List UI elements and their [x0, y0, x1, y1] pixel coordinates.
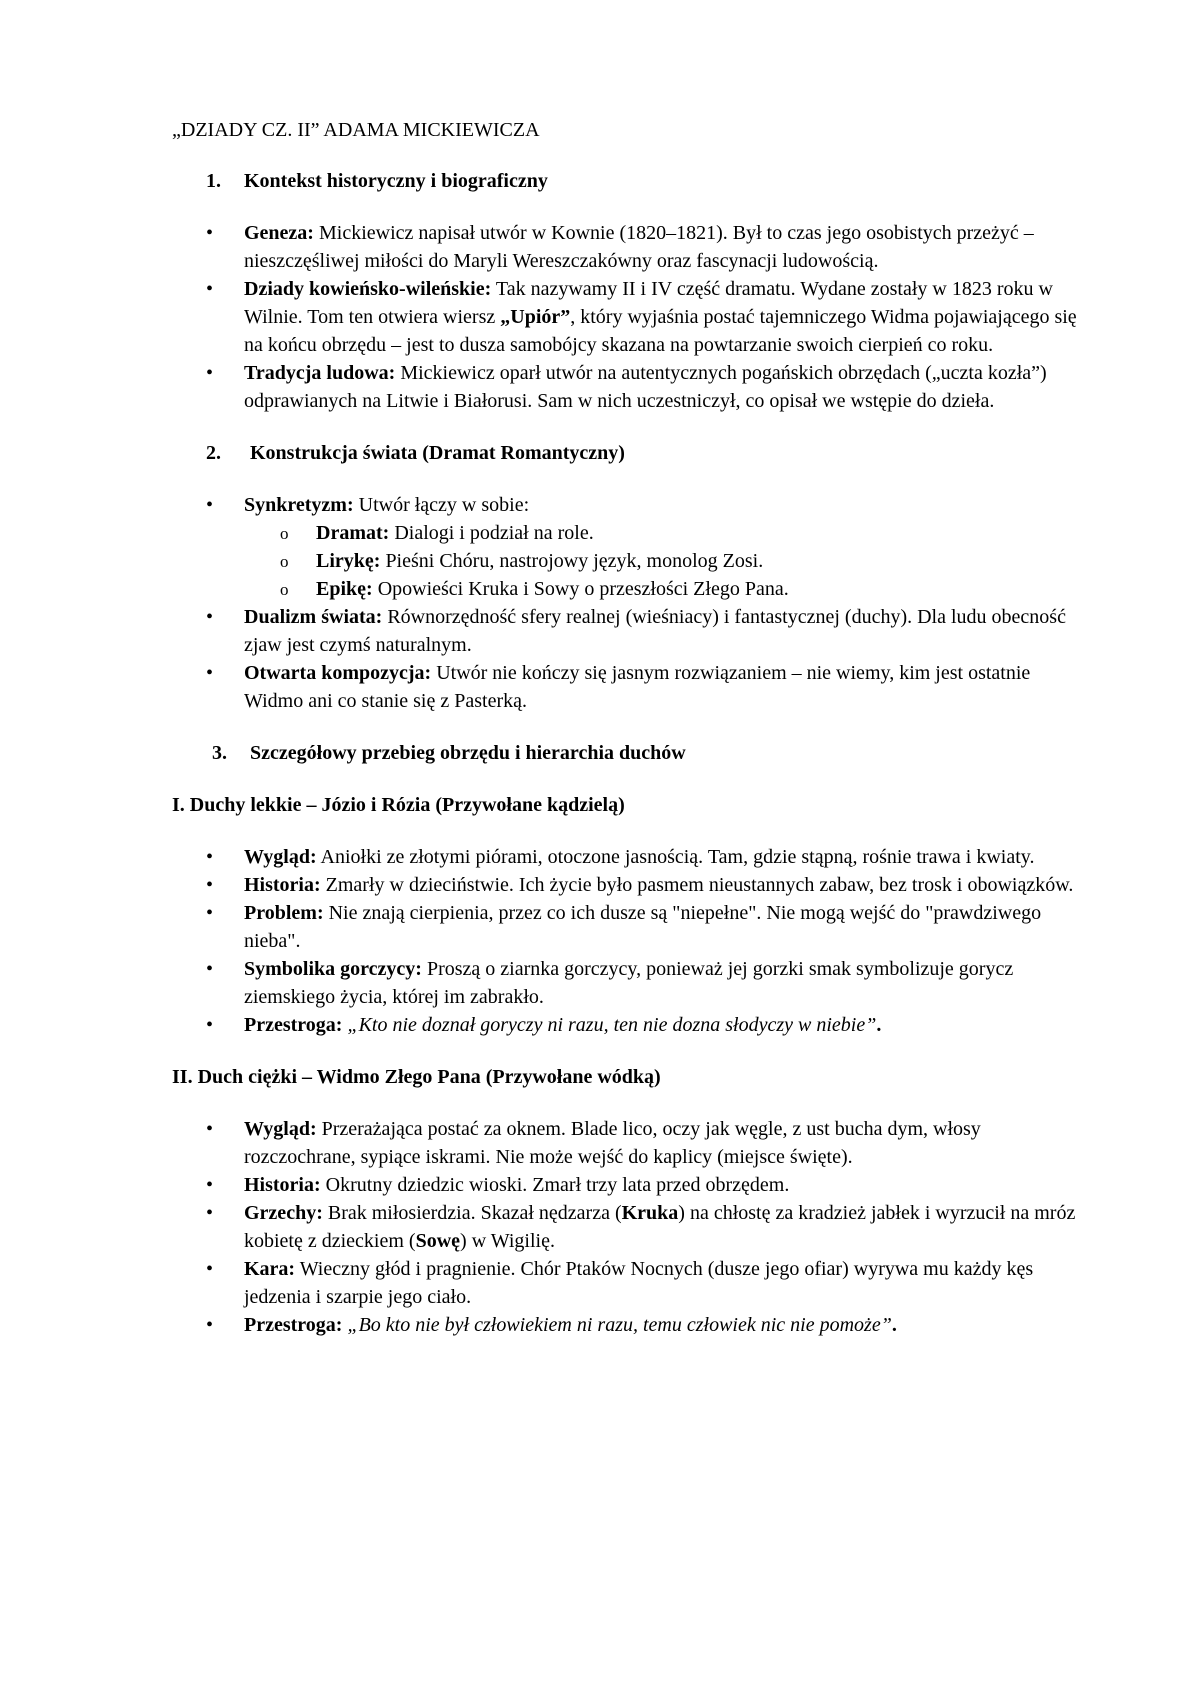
item-text: Przerażająca postać za oknem. Blade lico, oczy jak węgle, z ust bucha dym, włosy rozczochrane, sypiące iskrami. Nie może wejść do kaplicy (miejsce święte).	[244, 1118, 981, 1168]
item-label: Dramat:	[316, 522, 390, 544]
bullet-icon: •	[206, 222, 214, 244]
item-text: Równorzędność sfery realnej (wieśniacy) i fantastycznej (duchy). Dla ludu obecność zjaw jest czymś naturalnym.	[244, 606, 1066, 656]
item-label: Tradycja ludowa:	[244, 362, 396, 384]
warning-end: .	[876, 1014, 882, 1036]
bullet-icon: •	[206, 1118, 214, 1140]
section-2-heading	[172, 439, 1092, 467]
item-label: Historia:	[244, 874, 321, 896]
list-item	[172, 275, 1092, 359]
list-item	[172, 871, 1092, 899]
section-1-list	[172, 219, 1092, 415]
item-text: Mickiewicz oparł utwór na autentycznych pogańskich obrzędach („uczta kozła”) odprawianych na Litwie i Białorusi. Sam w nich uczestniczył, co opisał we wstępie do dzieła.	[244, 362, 1047, 412]
bullet-icon: •	[206, 362, 214, 384]
document-title: „DZIADY CZ. II” ADAMA MICKIEWICZA	[172, 119, 540, 141]
section-3-number: 3.	[212, 742, 227, 764]
warning-end: .	[891, 1314, 897, 1336]
item-text: Mickiewicz napisał utwór w Kownie (1820–1821). Był to czas jego osobistych przeżyć – nieszczęśliwej miłości do Maryli Wereszczakówny oraz fascynacji ludowością.	[244, 222, 1034, 272]
item-label: Kara:	[244, 1258, 296, 1280]
list-item	[172, 1011, 1092, 1039]
duch-ciezki-list	[172, 1115, 1092, 1339]
duchy-lekkie-list	[172, 843, 1092, 1039]
item-text: Tak nazywamy II i IV część dramatu. Wydane zostały w 1823 roku w Wilnie. Tom ten otwiera wiersz	[244, 278, 1053, 328]
synkretyzm-sublist	[244, 519, 1092, 603]
item-text: Aniołki ze złotymi piórami, otoczone jasnością. Tam, gdzie stąpną, rośnie trawa i kwiaty.	[316, 846, 1035, 868]
item-text: Okrutny dziedzic wioski. Zmarł trzy lata przed obrzędem.	[320, 1174, 790, 1196]
bold-name: Sowę	[415, 1230, 461, 1252]
bullet-icon: •	[206, 278, 214, 300]
item-text: , który wyjaśnia postać tajemniczego Widma pojawiającego się na końcu obrzędu – jest to dusza samobójcy skazana na powtarzanie swoich cierpień co roku.	[244, 306, 1077, 356]
list-item	[172, 1171, 1092, 1199]
sub-list-item	[172, 519, 1092, 547]
list-item	[172, 1311, 1092, 1339]
poem-title: „Upiór”	[500, 306, 571, 328]
sub-list-item	[172, 575, 1092, 603]
item-label: Dziady kowieńsko-wileńskie:	[244, 278, 492, 300]
bullet-icon: •	[206, 1258, 214, 1280]
item-text: Zmarły w dzieciństwie. Ich życie było pasmem nieustannych zabaw, bez trosk i obowiązków.	[320, 874, 1074, 896]
bullet-icon: •	[206, 902, 214, 924]
section-1-heading	[172, 167, 1092, 195]
item-label: Otwarta kompozycja:	[244, 662, 432, 684]
item-text: Dialogi i podział na role.	[389, 522, 594, 544]
document-body	[172, 116, 1092, 1363]
item-label: Przestroga:	[244, 1014, 343, 1036]
circle-bullet-icon: o	[280, 580, 289, 599]
warning-quote: „Kto nie doznał goryczy ni razu, ten nie dozna słodyczy w niebie”	[347, 1014, 877, 1036]
section-2-list	[172, 491, 1092, 715]
item-label: Wygląd:	[244, 1118, 317, 1140]
item-text: Utwór nie kończy się jasnym rozwiązaniem – nie wiemy, kim jest ostatnie Widmo ani co stanie się z Pasterką.	[244, 662, 1031, 712]
item-label: Wygląd:	[244, 846, 317, 868]
list-item	[172, 843, 1092, 871]
section-3-heading	[172, 739, 1092, 767]
item-label: Dualizm świata:	[244, 606, 383, 628]
item-label: Grzechy:	[244, 1202, 323, 1224]
item-label: Symbolika gorczycy:	[244, 958, 422, 980]
section-2-title: Konstrukcja świata (Dramat Romantyczny)	[250, 442, 625, 464]
list-item	[172, 1199, 1092, 1255]
section-3-title: Szczegółowy przebieg obrzędu i hierarchia duchów	[250, 742, 686, 764]
bullet-icon: •	[206, 1174, 214, 1196]
item-text: ) w Wigilię.	[460, 1230, 555, 1252]
sub-list-item	[172, 547, 1092, 575]
list-item	[172, 603, 1092, 659]
section-1-number: 1.	[206, 170, 221, 192]
circle-bullet-icon: o	[280, 552, 289, 571]
bullet-icon: •	[206, 846, 214, 868]
bullet-icon: •	[206, 874, 214, 896]
list-item	[172, 899, 1092, 955]
item-text: ) na chłostę za kradzież jabłek i wyrzucił na mróz kobietę z dzieckiem (	[244, 1202, 1076, 1252]
item-text: Nie znają cierpienia, przez co ich dusze są "niepełne". Nie mogą wejść do "prawdziwego nieba".	[244, 902, 1042, 952]
circle-bullet-icon: o	[280, 524, 289, 543]
item-text: Wieczny głód i pragnienie. Chór Ptaków Nocnych (dusze jego ofiar) wyrywa mu każdy kęs jedzenia i szarpie jego ciało.	[244, 1258, 1034, 1308]
item-label: Problem:	[244, 902, 324, 924]
bullet-icon: •	[206, 606, 214, 628]
item-text: Utwór łączy w sobie:	[353, 494, 530, 516]
item-label: Geneza:	[244, 222, 314, 244]
bullet-icon: •	[206, 494, 214, 516]
item-label: Synkretyzm:	[244, 494, 354, 516]
bullet-icon: •	[206, 1202, 214, 1224]
list-item	[172, 1255, 1092, 1311]
item-label: Epikę:	[316, 578, 373, 600]
section-1-title: Kontekst historyczny i biograficzny	[244, 170, 548, 192]
item-label: Lirykę:	[316, 550, 381, 572]
bold-name: Kruka	[621, 1202, 679, 1224]
list-item	[172, 955, 1092, 1011]
bullet-icon: •	[206, 1014, 214, 1036]
list-item	[172, 491, 1092, 603]
duchy-lekkie-heading: I. Duchy lekkie – Józio i Rózia (Przywołane kądzielą)	[172, 794, 625, 816]
item-text: Opowieści Kruka i Sowy o przeszłości Złego Pana.	[372, 578, 789, 600]
item-text: Brak miłosierdzia. Skazał nędzarza (	[322, 1202, 622, 1224]
duch-ciezki-heading: II. Duch ciężki – Widmo Złego Pana (Przywołane wódką)	[172, 1066, 661, 1088]
bullet-icon: •	[206, 1314, 214, 1336]
list-item	[172, 219, 1092, 275]
list-item	[172, 659, 1092, 715]
list-item	[172, 1115, 1092, 1171]
bullet-icon: •	[206, 958, 214, 980]
bullet-icon: •	[206, 662, 214, 684]
item-text: Proszą o ziarnka gorczycy, ponieważ jej gorzki smak symbolizuje gorycz ziemskiego życia, której im zabrakło.	[244, 958, 1014, 1008]
item-label: Historia:	[244, 1174, 321, 1196]
section-2-number: 2.	[206, 442, 221, 464]
warning-quote: „Bo kto nie był człowiekiem ni razu, temu człowiek nic nie pomoże”	[347, 1314, 892, 1336]
item-label: Przestroga:	[244, 1314, 343, 1336]
list-item	[172, 359, 1092, 415]
item-text: Pieśni Chóru, nastrojowy język, monolog Zosi.	[380, 550, 764, 572]
